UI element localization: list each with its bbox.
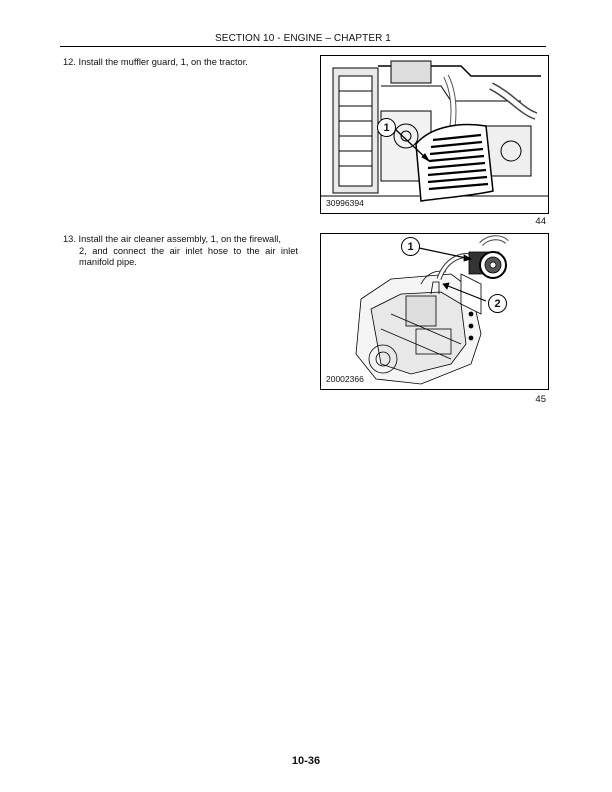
figure-number: 44 [535, 216, 546, 227]
air-cleaner-illustration [321, 234, 548, 389]
muffler-guard-illustration [321, 56, 548, 213]
header-divider [60, 46, 546, 47]
figure-code: 30996394 [326, 198, 364, 208]
callout-2: 2 [488, 294, 507, 313]
page-number: 10-36 [291, 755, 321, 767]
section-header: SECTION 10 - ENGINE – CHAPTER 1 [215, 33, 391, 44]
step-text-rest: 2, and connect the air inlet hose to the air inlet manifold pipe. [79, 245, 298, 267]
step-13 [63, 234, 298, 269]
step-text-line1: Install the air cleaner assembly, 1, on the firewall, [78, 234, 281, 244]
callout-1: 1 [401, 237, 420, 256]
step-12 [63, 57, 303, 69]
figure-air-cleaner [320, 233, 549, 390]
step-text: Install the muffler guard, 1, on the tractor. [78, 57, 248, 67]
callout-1: 1 [377, 118, 396, 137]
step-number: 12. [63, 57, 76, 67]
figure-code: 20002366 [326, 374, 364, 384]
step-number: 13. [63, 234, 76, 244]
figure-muffler-guard [320, 55, 549, 214]
figure-number: 45 [535, 394, 546, 405]
